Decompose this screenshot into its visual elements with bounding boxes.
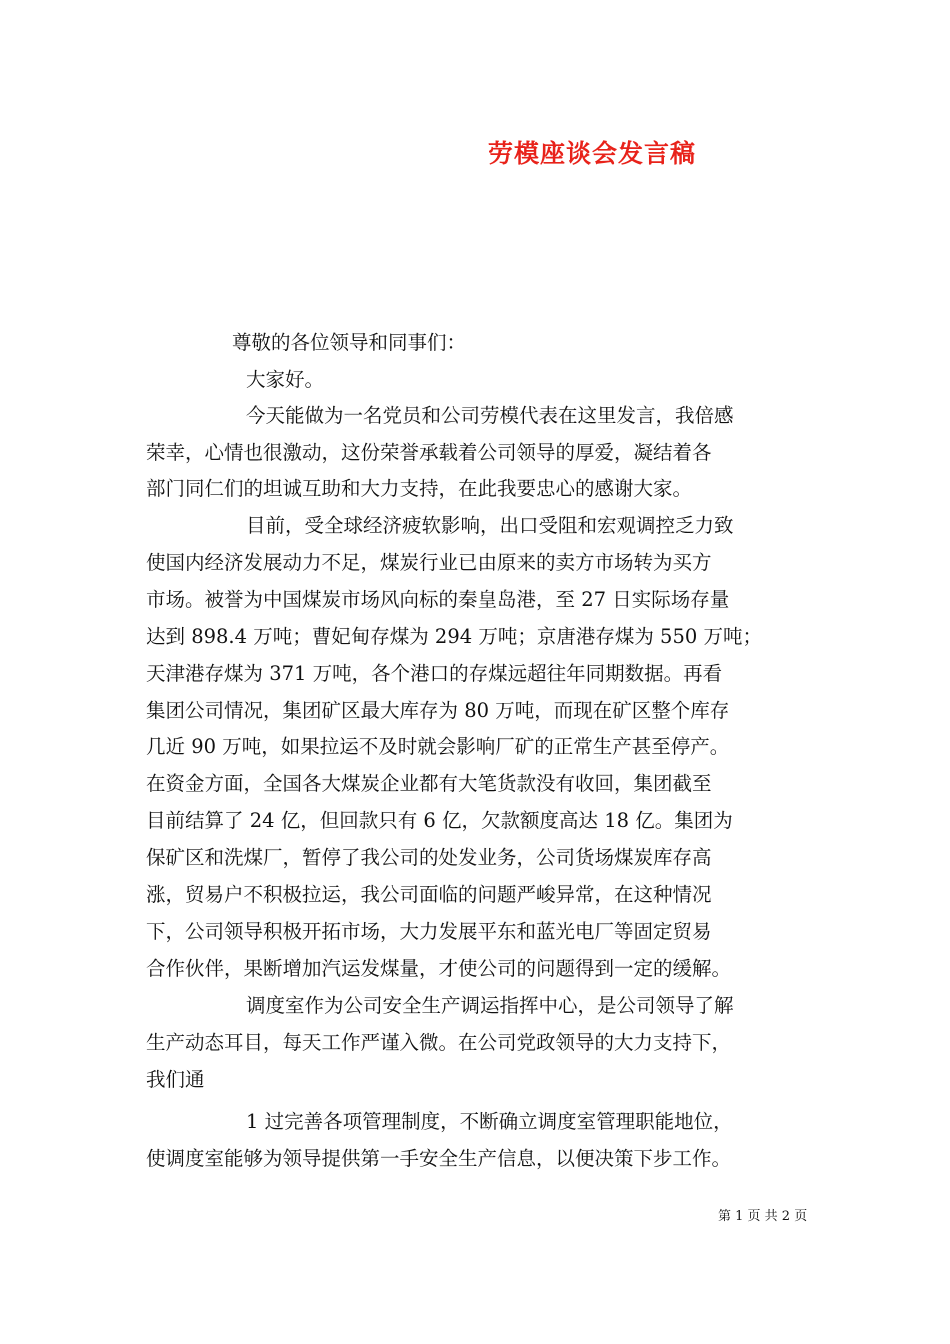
page-footer: 第 1 页 共 2 页 [718, 1209, 808, 1224]
text-line: 市场。被誉为中国煤炭市场风向标的秦皇岛港，至 27 日实际场存量 [146, 588, 730, 611]
text-line: 合作伙伴，果断增加汽运发煤量，才使公司的问题得到一定的缓解。 [146, 957, 732, 980]
text-line: 部门同仁们的坦诚互助和大力支持，在此我要忠心的感谢大家。 [146, 477, 693, 500]
text-line: 使调度室能够为领导提供第一手安全生产信息，以便决策下步工作。 [146, 1147, 732, 1170]
text-line: 生产动态耳目，每天工作严谨入微。在公司党政领导的大力支持下， [146, 1031, 732, 1054]
text-line: 达到 898.4 万吨；曹妃甸存煤为 294 万吨；京唐港存煤为 550 万吨； [146, 625, 762, 648]
text-line: 1 过完善各项管理制度，不断确立调度室管理职能地位， [246, 1110, 733, 1133]
text-line: 几近 90 万吨，如果拉运不及时就会影响厂矿的正常生产甚至停产。 [146, 735, 730, 758]
text-line: 使国内经济发展动力不足，煤炭行业已由原来的卖方市场转为买方 [146, 551, 712, 574]
text-line: 在资金方面，全国各大煤炭企业都有大笔货款没有收回，集团截至 [146, 772, 712, 795]
text-line: 大家好。 [246, 368, 325, 391]
text-line: 下，公司领导积极开拓市场，大力发展平东和蓝光电厂等固定贸易 [146, 920, 712, 943]
text-line: 今天能做为一名党员和公司劳模代表在这里发言，我倍感 [246, 404, 734, 427]
text-line: 目前，受全球经济疲软影响，出口受阻和宏观调控乏力致 [246, 514, 734, 537]
text-line: 目前结算了 24 亿，但回款只有 6 亿，欠款额度高达 18 亿。集团为 [146, 809, 733, 832]
text-line: 涨，贸易户不积极拉运，我公司面临的问题严峻异常，在这种情况 [146, 883, 712, 906]
text-line: 调度室作为公司安全生产调运指挥中心，是公司领导了解 [246, 994, 734, 1017]
text-line: 天津港存煤为 371 万吨，各个港口的存煤远超往年同期数据。再看 [146, 662, 723, 685]
text-line: 我们通 [146, 1068, 205, 1091]
text-line: 尊敬的各位领导和同事们： [232, 331, 467, 354]
text-line: 保矿区和洗煤厂，暂停了我公司的处发业务，公司货场煤炭库存高 [146, 846, 712, 869]
text-line: 集团公司情况，集团矿区最大库存为 80 万吨，而现在矿区整个库存 [146, 699, 730, 722]
document-title: 劳模座谈会发言稿 [488, 139, 697, 168]
text-line: 荣幸，心情也很激动，这份荣誉承载着公司领导的厚爱，凝结着各 [146, 441, 712, 464]
